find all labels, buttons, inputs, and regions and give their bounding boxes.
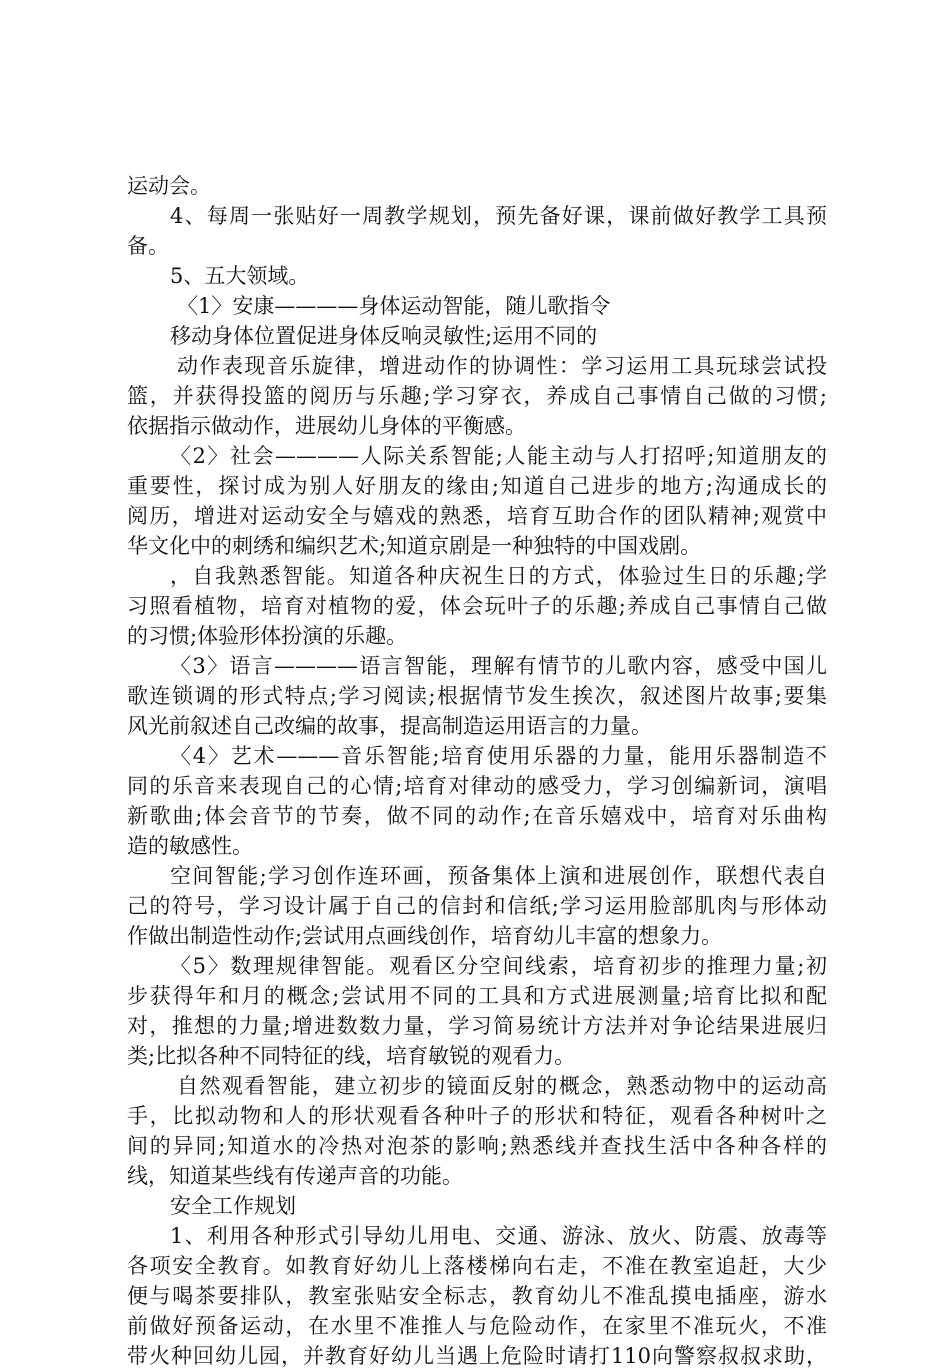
text-line: 歌连锁调的形式特点;学习阅读;根据情节发生挨次，叙述图片故事;要集 [127, 684, 827, 708]
text-line: 安全工作规划 [170, 1194, 296, 1218]
text-line: 风光前叙述自己改编的故事，提高制造运用语言的力量。 [127, 714, 652, 738]
text-line: 造的敏感性。 [127, 834, 253, 858]
text-line: 阅历，增进对运动安全与嬉戏的熟悉，培育互助合作的团队精神;观赏中 [127, 504, 827, 528]
text-line: 篮，并获得投篮的阅历与乐趣;学习穿衣，养成自己事情自己做的习惯; [127, 384, 827, 408]
text-line: 4、每周一张贴好一周教学规划，预先备好课，课前做好教学工具预 [170, 204, 827, 228]
text-line: 5、五大领域。 [170, 264, 310, 288]
text-line: 带火种回幼儿园，并教育好幼儿当遇上危险时请打110向警察叔叔求助， [127, 1344, 827, 1368]
document-body [127, 171, 827, 1371]
text-line: 〈4〉艺术———音乐智能;培育使用乐器的力量，能用乐器制造不 [170, 744, 827, 768]
text-line: 类;比拟各种不同特征的线，培育敏锐的观看力。 [127, 1044, 576, 1068]
text-line: 作做出制造性动作;尝试用点画线创作，培育幼儿丰富的想象力。 [127, 924, 723, 948]
text-line: 手，比拟动物和人的形状观看各种叶子的形状和特征，观看各种树叶之 [127, 1104, 827, 1128]
text-line: 〈3〉语言————语言智能，理解有情节的儿歌内容，感受中国儿 [170, 654, 827, 678]
text-line: 步获得年和月的概念;尝试用不同的工具和方式进展测量;培育比拟和配 [127, 984, 827, 1008]
text-line: 新歌曲;体会音节的节奏，做不同的动作;在音乐嬉戏中，培育对乐曲构 [127, 804, 827, 828]
text-line: 对，推想的力量;增进数数力量，学习简易统计方法并对争论结果进展归 [127, 1014, 827, 1038]
text-line: 前做好预备运动，在水里不准推人与危险动作，在家里不准玩火，不准 [127, 1314, 827, 1338]
text-line: 依据指示做动作，进展幼儿身体的平衡感。 [127, 414, 526, 438]
text-line: 〈2〉社会————人际关系智能;人能主动与人打招呼;知道朋友的 [170, 444, 827, 468]
text-line: 空间智能;学习创作连环画，预备集体上演和进展创作，联想代表自 [170, 864, 827, 888]
text-line: 各项安全教育。如教育好幼儿上落楼梯向右走，不准在教室追赶，大少 [127, 1254, 827, 1278]
text-line: 华文化中的刺绣和编织艺术;知道京剧是一种独特的中国戏剧。 [127, 534, 702, 558]
text-line: ，自我熟悉智能。知道各种庆祝生日的方式，体验过生日的乐趣;学 [170, 564, 827, 588]
text-line: 自然观看智能，建立初步的镜面反射的概念，熟悉动物中的运动高 [177, 1074, 827, 1098]
text-line: 〈1〉安康————身体运动智能，随儿歌指令 [177, 294, 611, 318]
text-line: 1、利用各种形式引导幼儿用电、交通、游泳、放火、防震、放毒等 [170, 1224, 827, 1248]
text-line: 备。 [127, 234, 169, 258]
text-line: 重要性，探讨成为别人好朋友的缘由;知道自己进步的地方;沟通成长的 [127, 474, 827, 498]
text-line: 己的符号，学习设计属于自己的信封和信纸;学习运用脸部肌肉与形体动 [127, 894, 827, 918]
text-line: 动作表现音乐旋律，增进动作的协调性：学习运用工具玩球尝试投 [177, 354, 827, 378]
text-line: 移动身体位置促进身体反响灵敏性;运用不同的 [170, 324, 598, 348]
text-line: 便与喝茶要排队，教室张贴安全标志，教育幼儿不准乱摸电插座，游水 [127, 1284, 827, 1308]
text-line: 运动会。 [127, 174, 211, 198]
text-line: 〈5〉数理规律智能。观看区分空间线索，培育初步的推理力量;初 [170, 954, 827, 978]
text-line: 的习惯;体验形体扮演的乐趣。 [127, 624, 408, 648]
text-line: 同的乐音来表现自己的心情;培育对律动的感受力，学习创编新词，演唱 [127, 774, 827, 798]
text-line: 线，知道某些线有传递声音的功能。 [127, 1164, 463, 1188]
text-line: 间的异同;知道水的冷热对泡茶的影响;熟悉线并查找生活中各种各样的 [127, 1134, 827, 1158]
text-line: 习照看植物，培育对植物的爱，体会玩叶子的乐趣;养成自己事情自己做 [127, 594, 827, 618]
